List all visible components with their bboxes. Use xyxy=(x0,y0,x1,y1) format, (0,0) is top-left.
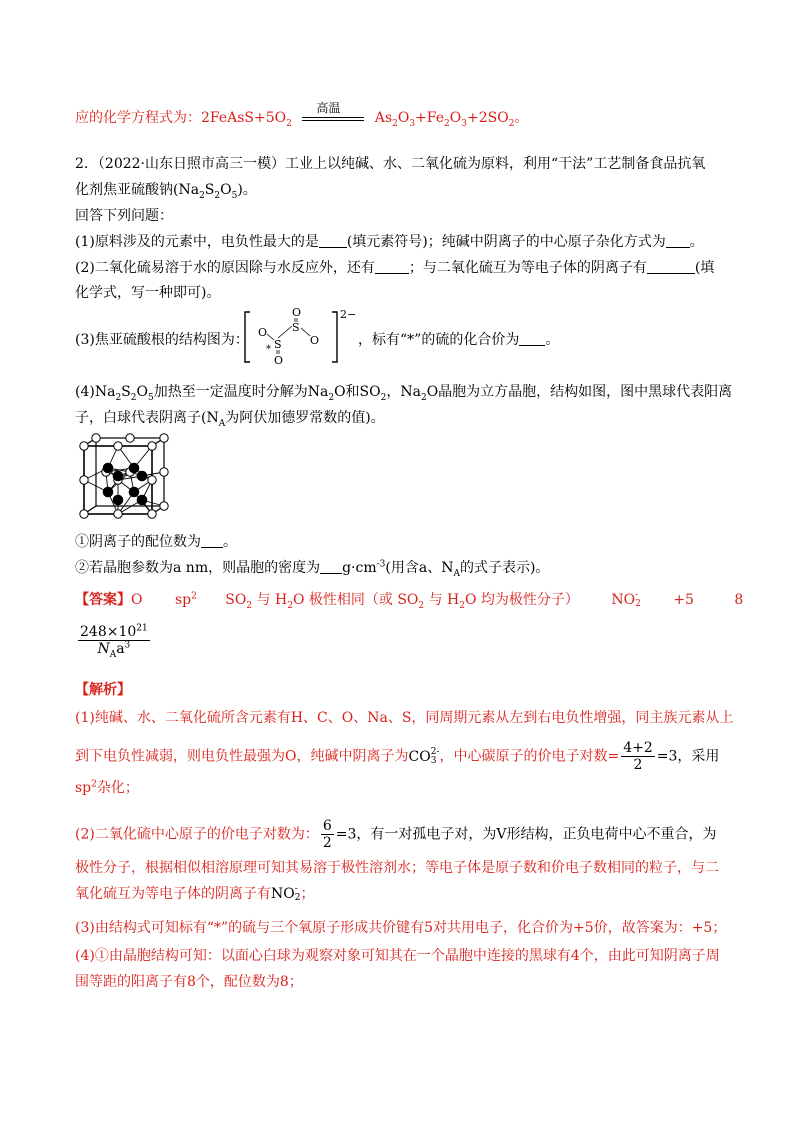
sub-question-1: (1)原料涉及的元素中，电负性最大的是 (填元素符号)；纯碱中阴离子的中心原子杂化方式为 。 xyxy=(75,234,704,250)
anion-white-ball xyxy=(148,476,156,484)
analysis-p1-line2: 到下电负性减弱，则电负性最强为O，纯碱中阴离子为CO 2- 3 ，中心碳原子的价电子对数= $\frac{4+2}{2}$ =3，采用 xyxy=(75,740,720,773)
analysis-p4-line1: (4)①由晶胞结构可知：以面心白球为观察对象可知其在一个晶胞中连接的黑球有4个，由此可知阴离子周 xyxy=(75,948,720,964)
atom-o: O xyxy=(310,334,320,347)
reaction-condition: 高温 xyxy=(316,101,341,115)
sub-question-4-1: ①阴离子的配位数为 。 xyxy=(75,534,237,550)
cation-black-ball xyxy=(103,463,113,473)
anion-white-ball xyxy=(148,442,156,450)
cation-black-ball xyxy=(113,495,123,505)
anion-white-ball xyxy=(80,476,88,484)
analysis-p1-line3: $sp^2$杂化； xyxy=(75,779,139,796)
carbonate-ion: CO 2- 3 xyxy=(408,746,440,766)
cation-black-ball xyxy=(137,495,147,505)
answer-label: 【答案】 xyxy=(75,592,131,608)
answer-blank[interactable] xyxy=(666,233,690,248)
cation-black-ball xyxy=(129,463,139,473)
answer-blank[interactable] xyxy=(320,559,342,574)
answer-blank[interactable] xyxy=(647,259,695,274)
analysis-p2-line1: (2)二氧化硫中心原子的价电子对数为： $\frac{6}{2}$ =3，有一对孤电子对，为V形结构，正负电荷中心不重合，为 xyxy=(75,818,717,851)
reaction-equation: 应的化学方程式为：$2FeAsS+5O_2$ 高温 $As_2O_3+Fe_2O_3+2SO_2$。 xyxy=(75,108,528,128)
question-prompt: 回答下列问题： xyxy=(75,208,173,224)
analysis-p1-line1: (1)纯碱、水、二氧化硫所含元素有H、C、O、Na、S，同周期元素从左到右电负性增强，同主族元素从上 xyxy=(75,710,734,726)
analysis-p2-line3: 氧化硫互为等电子体的阴离子有NO - 2 ； xyxy=(75,884,315,903)
right-bracket xyxy=(332,312,337,362)
cation-black-ball xyxy=(113,471,123,481)
sub-question-4-2: ②若晶胞参数为a nm，则晶胞的密度为 $g\cdot cm^{-3}$(用含a、$N_A$的式子表示)。 xyxy=(75,559,550,579)
cation-black-ball xyxy=(103,487,113,497)
crystal-cell-figure xyxy=(78,432,170,520)
anion-white-ball xyxy=(160,468,168,476)
anion-white-ball xyxy=(126,434,134,442)
pyrosulfite-structure-diagram xyxy=(244,306,356,368)
sub-question-3-cont: ，标有“*”的硫的化合价为 。 xyxy=(358,332,560,348)
charge-label: 2− xyxy=(340,308,356,321)
analysis-label: 【解析】 xyxy=(75,682,131,698)
analysis-p3: (3)由结构式可知标有“*”的硫与三个氧原子形成共价键有5对共用电子，化合价为+5价，故答案为：+5； xyxy=(75,920,727,936)
sub-question-4: $(4)Na_2S_2O_5$加热至一定温度时分解为$Na_2O$和$SO_2$，$Na_2O$晶胞为立方晶胞，结构如图，图中黑球代表阳离 xyxy=(75,384,733,403)
answer-blank[interactable] xyxy=(375,259,409,274)
analysis-p2-line2: 极性分子，根据相似相溶原理可知其易溶于极性溶剂水；等电子体是原子数和价电子数相同的粒子，与二 xyxy=(75,860,719,876)
atom-o: O xyxy=(258,326,268,339)
anion-white-ball xyxy=(92,434,100,442)
anion-white-ball xyxy=(80,510,88,518)
cation-black-ball xyxy=(129,487,139,497)
nitrite-ion: NO - 2 xyxy=(271,884,301,903)
density-answer-fraction: $\frac{248\times 10^{21}}{N_Aa^3}$ xyxy=(80,623,148,660)
anion-white-ball xyxy=(114,442,122,450)
anion-white-ball xyxy=(160,434,168,442)
left-bracket xyxy=(245,312,250,362)
sub-question-2: (2)二氧化硫易溶于水的原因除与水反应外，还有 ；与二氧化硫互为等电子体的阴离子有 (填 xyxy=(75,260,715,276)
sub-question-3: (3)焦亚硫酸根的结构图为： xyxy=(75,332,249,348)
cation-black-ball xyxy=(137,471,147,481)
answer-blank[interactable] xyxy=(319,233,347,248)
answer-blank[interactable] xyxy=(201,533,223,548)
answer-line: 【答案】O $sp^2$ $SO_2$ 与 $H_2O$ 极性相同（或 $SO_2$ 与 $H_2O$ 均为极性分子） NO - 2 +5 8 xyxy=(75,590,744,611)
question-stem-line2: 化剂焦亚硫酸钠$(Na_2S_2O_5)$。 xyxy=(75,182,257,201)
atom-s: S xyxy=(292,321,300,334)
anion-white-ball xyxy=(114,510,122,518)
sub-question-4-cont: 子，白球代表阴离子($N_A$为阿伏加德罗常数的值)。 xyxy=(75,410,385,429)
atom-o: O xyxy=(274,354,284,367)
anion-white-ball xyxy=(80,442,88,450)
sub-question-2-cont: 化学式，写一种即可)。 xyxy=(75,285,221,301)
anion-white-ball xyxy=(160,502,168,510)
atom-s-star: S xyxy=(274,338,282,351)
answer-blank[interactable] xyxy=(519,331,545,346)
atom-o: O xyxy=(292,306,302,319)
question-stem-line1: 2．（2022·山东日照市高三一模）工业上以纯碱、水、二氧化硫为原料，利用“干法”工艺制备食品抗氧 xyxy=(75,156,706,172)
star-mark: * xyxy=(266,344,271,355)
reaction-arrow xyxy=(302,101,364,128)
anion-white-ball xyxy=(148,510,156,518)
analysis-p4-line2: 围等距的阳离子有8个，配位数为8； xyxy=(75,974,303,990)
